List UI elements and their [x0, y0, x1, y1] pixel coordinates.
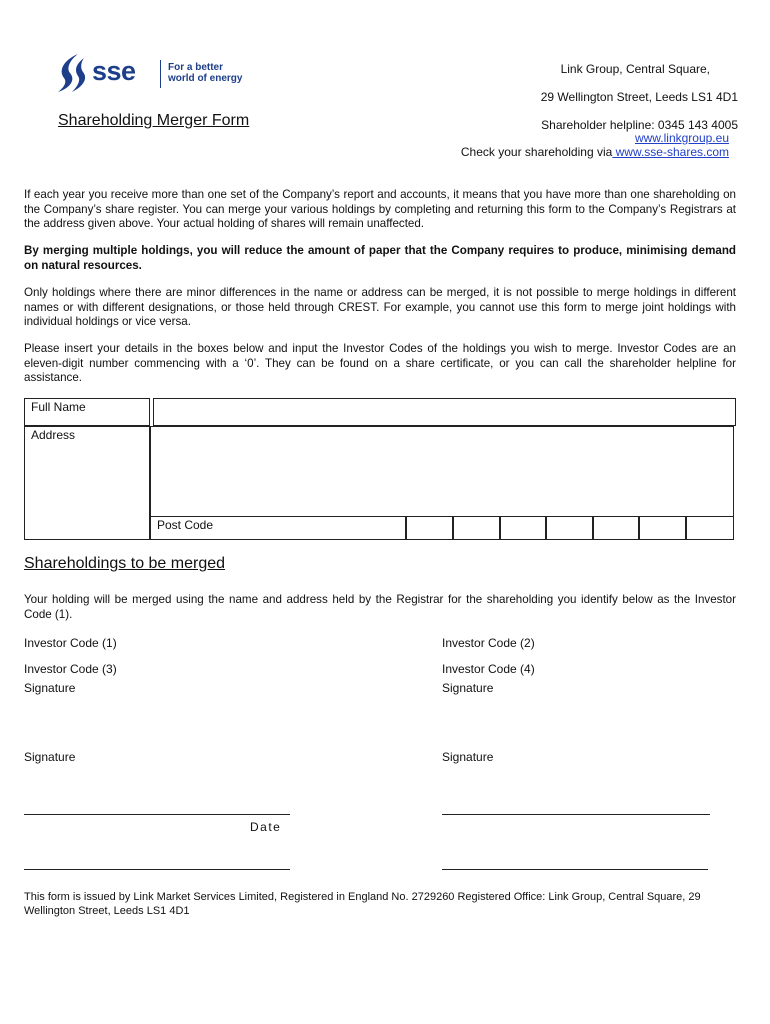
- tagline-line2: world of energy: [168, 73, 243, 84]
- section-title: Shareholdings to be merged: [24, 555, 226, 572]
- address-label: Address: [24, 426, 150, 540]
- signature-line-right[interactable]: [442, 814, 710, 815]
- investor-code-4-label: Investor Code (4): [442, 662, 535, 676]
- details-table: [24, 398, 736, 540]
- check-shareholding-line: [461, 145, 729, 159]
- eligibility-paragraph: Only holdings where there are minor differences in the name or address can be merged, it is not possible to merge holdings in different names or with different designations, or those held through CREST. For example, you cannot use this form to merge joint holdings with individual holdings or vice versa.: [24, 286, 736, 328]
- post-code-label: Post Code: [150, 516, 406, 540]
- website-link[interactable]: www.linkgroup.eu: [634, 131, 729, 145]
- signature-label-2: Signature: [442, 681, 494, 695]
- intro-paragraph: If each year you receive more than one set of the Company’s report and accounts, it means that you have more than one shareholding on the Company’s share register. You can merge your various holdings by completing and returning this form to the Company’s Registrars at the address given above. Your actual holding of shares will remain unaffected.: [24, 188, 736, 230]
- merge-intro-paragraph: Your holding will be merged using the name and address held by the Registrar for the shareholding you identify below as the Investor Code (1).: [24, 593, 736, 621]
- post-code-box[interactable]: [406, 516, 453, 540]
- post-code-box[interactable]: [453, 516, 500, 540]
- check-prefix: Check your shareholding via: [460, 145, 613, 159]
- post-code-box[interactable]: [686, 516, 734, 540]
- date-line-left[interactable]: [24, 869, 290, 870]
- investor-code-2-label: Investor Code (2): [442, 636, 535, 650]
- post-code-box[interactable]: [500, 516, 546, 540]
- sse-logo: [56, 52, 256, 96]
- signature-label-4: Signature: [442, 750, 494, 764]
- full-name-label: Full Name: [24, 398, 150, 426]
- registrar-address-line2: 29 Wellington Street, Leeds LS1 4D1: [540, 90, 738, 104]
- post-code-box[interactable]: [639, 516, 686, 540]
- post-code-box[interactable]: [546, 516, 593, 540]
- signature-label-3: Signature: [24, 750, 76, 764]
- investor-code-3-label: Investor Code (3): [24, 662, 117, 676]
- post-code-box[interactable]: [593, 516, 639, 540]
- registrar-address-line1: Link Group, Central Square,: [560, 62, 710, 76]
- brand-name: sse: [92, 56, 136, 86]
- footer-text: This form is issued by Link Market Services Limited, Registered in England No. 2729260 Registered Office: Link Group, Central Square, 29 Wellington Street, Leeds LS1 4D1: [24, 891, 701, 917]
- environment-paragraph: By merging multiple holdings, you will reduce the amount of paper that the Company requires to produce, minimising demand on natural resources.: [24, 244, 736, 272]
- logo-divider: [160, 60, 161, 88]
- sse-shares-link[interactable]: www.sse-shares.com: [612, 145, 729, 159]
- address-field[interactable]: [150, 426, 734, 516]
- brand-tagline: [168, 62, 242, 84]
- tagline-line1: For a better: [168, 62, 224, 73]
- date-label: Date: [250, 820, 282, 834]
- investor-code-1-label: Investor Code (1): [24, 636, 117, 650]
- sse-swoosh-icon: [56, 52, 92, 94]
- page-title: Shareholding Merger Form: [58, 112, 250, 129]
- full-name-field[interactable]: [153, 398, 736, 426]
- helpline-text: Shareholder helpline: 0345 143 4005: [541, 118, 738, 132]
- signature-line-left[interactable]: [24, 814, 290, 815]
- instructions-paragraph: Please insert your details in the boxes below and input the Investor Codes of the holdings you wish to merge. Investor Codes are an eleven-digit number commencing with a ‘0’. They can be found on a share certificate, or you can call the shareholder helpline for assistance.: [24, 342, 736, 384]
- signature-label-1: Signature: [24, 681, 76, 695]
- date-line-right[interactable]: [442, 869, 708, 870]
